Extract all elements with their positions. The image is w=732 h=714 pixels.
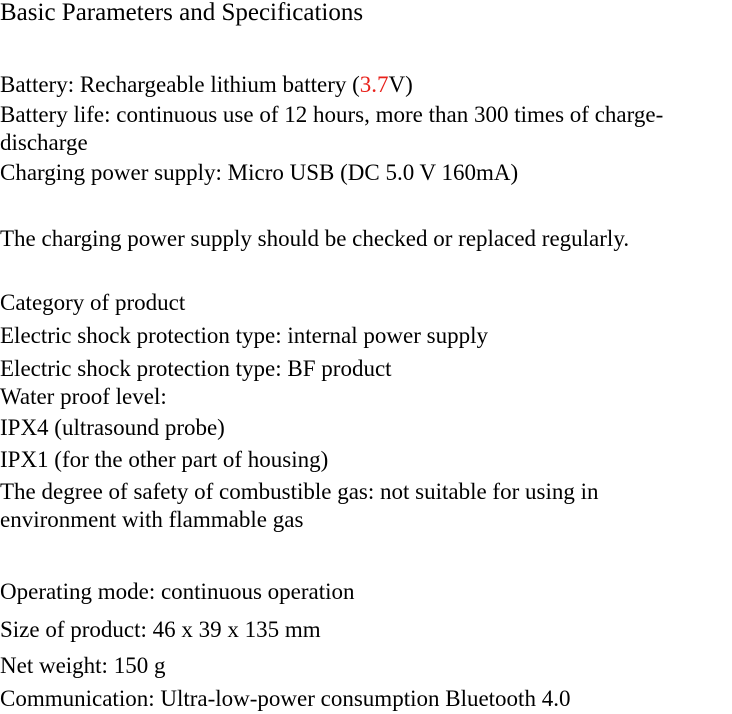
shock-protection-type-1: Electric shock protection type: internal power supply bbox=[0, 323, 488, 348]
ipx4-rating: IPX4 (ultrasound probe) bbox=[0, 415, 225, 440]
battery-life-line1: Battery life: continuous use of 12 hours, more than 300 times of charge- bbox=[0, 102, 664, 127]
charging-note: The charging power supply should be checked or replaced regularly. bbox=[0, 226, 630, 251]
ipx1-rating: IPX1 (for the other part of housing) bbox=[0, 447, 329, 472]
product-size: Size of product: 46 x 39 x 135 mm bbox=[0, 617, 321, 642]
water-proof-level: Water proof level: bbox=[0, 384, 167, 409]
battery-label: Battery: Rechargeable lithium battery ( bbox=[0, 72, 360, 97]
battery-unit: V) bbox=[388, 72, 413, 97]
gas-safety-line2: environment with flammable gas bbox=[0, 507, 304, 532]
page-title: Basic Parameters and Specifications bbox=[0, 0, 364, 26]
gas-safety-line1: The degree of safety of combustible gas: not suitable for using in bbox=[0, 479, 599, 504]
category-heading: Category of product bbox=[0, 290, 186, 315]
net-weight: Net weight: 150 g bbox=[0, 653, 166, 678]
communication-spec: Communication: Ultra-low-power consumption Bluetooth 4.0 bbox=[0, 686, 571, 711]
battery-voltage: 3.7 bbox=[359, 72, 389, 97]
battery-spec bbox=[0, 71, 413, 99]
operating-mode: Operating mode: continuous operation bbox=[0, 579, 355, 604]
charging-power-spec: Charging power supply: Micro USB (DC 5.0 V 160mA) bbox=[0, 160, 519, 185]
shock-protection-type-2: Electric shock protection type: BF product bbox=[0, 356, 392, 381]
battery-life-line2: discharge bbox=[0, 130, 88, 155]
